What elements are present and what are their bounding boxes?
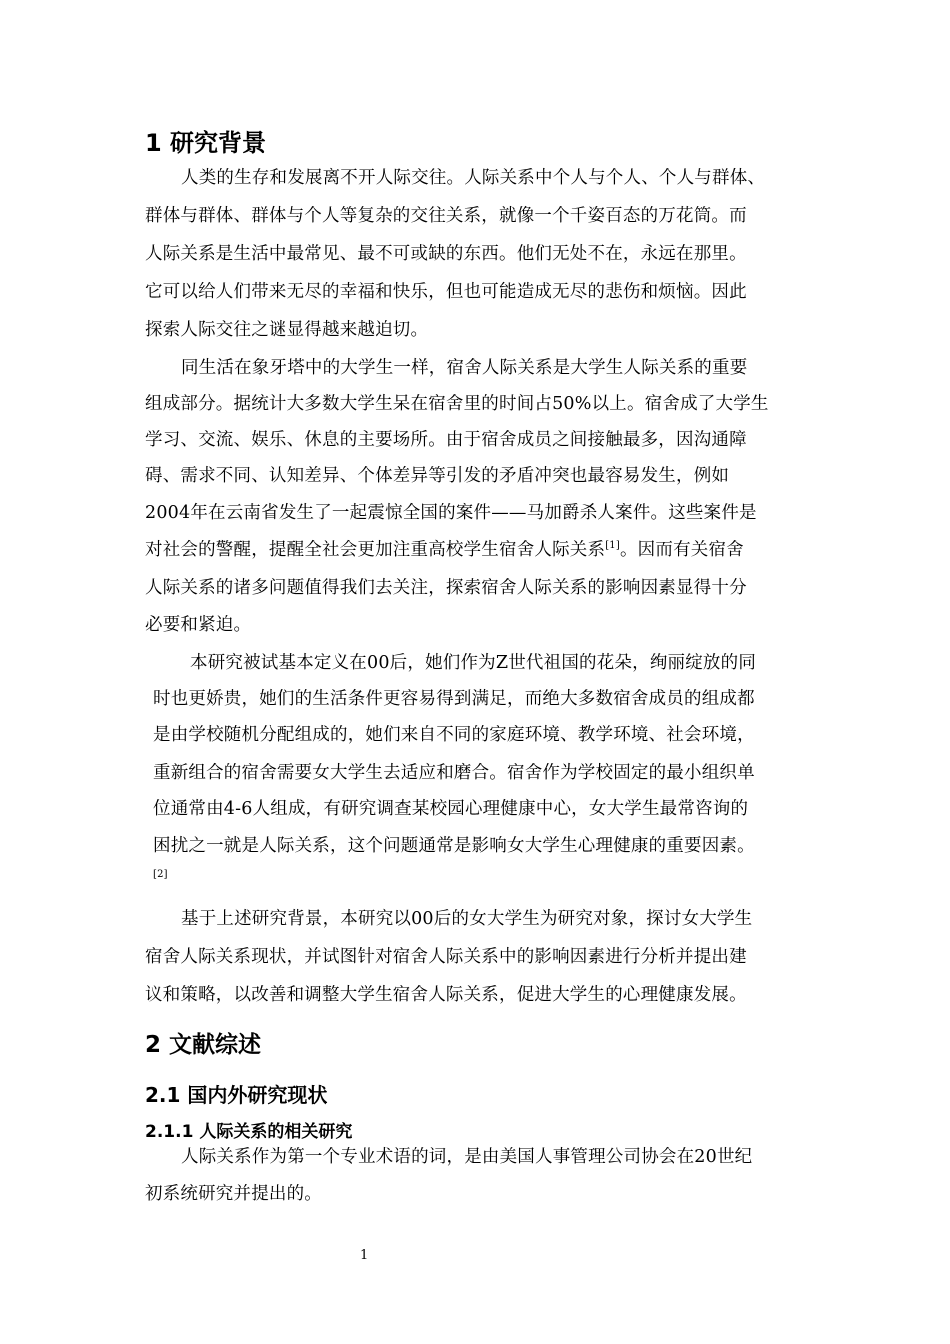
paragraph-4-line: 议和策略，以改善和调整大学生宿舍人际关系，促进大学生的心理健康发展。 [145, 985, 747, 1005]
citation-ref-1: [1] [605, 540, 620, 552]
paragraph-3-line: 困扰之一就是人际关系，这个问题通常是影响女大学生心理健康的重要因素。 [153, 836, 755, 856]
paragraph-3-line: 时也更娇贵，她们的生活条件更容易得到满足，而绝大多数宿舍成员的组成都 [153, 689, 755, 709]
paragraph-3-line: 位通常由4-6人组成，有研究调查某校园心理健康中心，女大学生最常咨询的 [153, 799, 749, 819]
paragraph-2-line: 学习、交流、娱乐、休息的主要场所。由于宿舍成员之间接触最多，因沟通障 [145, 430, 747, 450]
section-1-heading: 1 研究背景 [145, 129, 267, 157]
paragraph-1-line: 群体与群体、群体与个人等复杂的交往关系，就像一个千姿百态的万花筒。而 [145, 206, 747, 226]
paragraph-1-line: 人际关系是生活中最常见、最不可或缺的东西。他们无处不在，永远在那里。 [145, 244, 747, 264]
paragraph-2-line-tail: 。因而有关宿舍 [619, 540, 744, 560]
paragraph-5-line: 初系统研究并提出的。 [145, 1184, 322, 1204]
paragraph-3-line: 是由学校随机分配组成的，她们来自不同的家庭环境、教学环境、社会环境， [153, 725, 755, 745]
paragraph-3-line: 本研究被试基本定义在00后，她们作为Z世代祖国的花朵，绚丽绽放的同 [190, 653, 757, 673]
paragraph-1-line: 它可以给人们带来无尽的幸福和快乐，但也可能造成无尽的悲伤和烦恼。因此 [145, 282, 747, 302]
paragraph-1-line: 探索人际交往之谜显得越来越迫切。 [145, 320, 429, 340]
section-2-1-heading: 2.1 国内外研究现状 [145, 1083, 328, 1107]
paragraph-2-line [145, 538, 744, 562]
paragraph-4-line: 宿舍人际关系现状，并试图针对宿舍人际关系中的影响因素进行分析并提出建 [145, 947, 747, 967]
paragraph-1-line: 人类的生存和发展离不开人际交往。人际关系中个人与个人、个人与群体、 [181, 168, 766, 188]
paragraph-3-line: 重新组合的宿舍需要女大学生去适应和磨合。宿舍作为学校固定的最小组织单 [153, 763, 755, 783]
paragraph-2-line: 人际关系的诸多问题值得我们去关注，探索宿舍人际关系的影响因素显得十分 [145, 578, 747, 598]
paragraph-2-line: 必要和紧迫。 [145, 615, 252, 635]
paragraph-2-line: 同生活在象牙塔中的大学生一样，宿舍人际关系是大学生人际关系的重要 [181, 358, 748, 378]
paragraph-2-line: 组成部分。据统计大多数大学生呆在宿舍里的时间占50%以上。宿舍成了大学生 [145, 394, 769, 414]
paragraph-4-line: 基于上述研究背景，本研究以00后的女大学生为研究对象，探讨女大学生 [181, 909, 753, 929]
citation-ref-2: [2] [153, 869, 168, 880]
paragraph-5-line: 人际关系作为第一个专业术语的词，是由美国人事管理公司协会在20世纪 [181, 1147, 753, 1167]
paragraph-2-line: 碍、需求不同、认知差异、个体差异等引发的矛盾冲突也最容易发生，例如 [145, 466, 730, 486]
page-number: 1 [360, 1248, 369, 1263]
section-2-heading: 2 文献综述 [145, 1032, 262, 1058]
paragraph-2-line: 2004年在云南省发生了一起震惊全国的案件——马加爵杀人案件。这些案件是 [145, 503, 757, 523]
section-2-1-1-heading: 2.1.1 人际关系的相关研究 [145, 1122, 353, 1142]
paragraph-2-line-text: 对社会的警醒，提醒全社会更加注重高校学生宿舍人际关系 [145, 540, 606, 560]
